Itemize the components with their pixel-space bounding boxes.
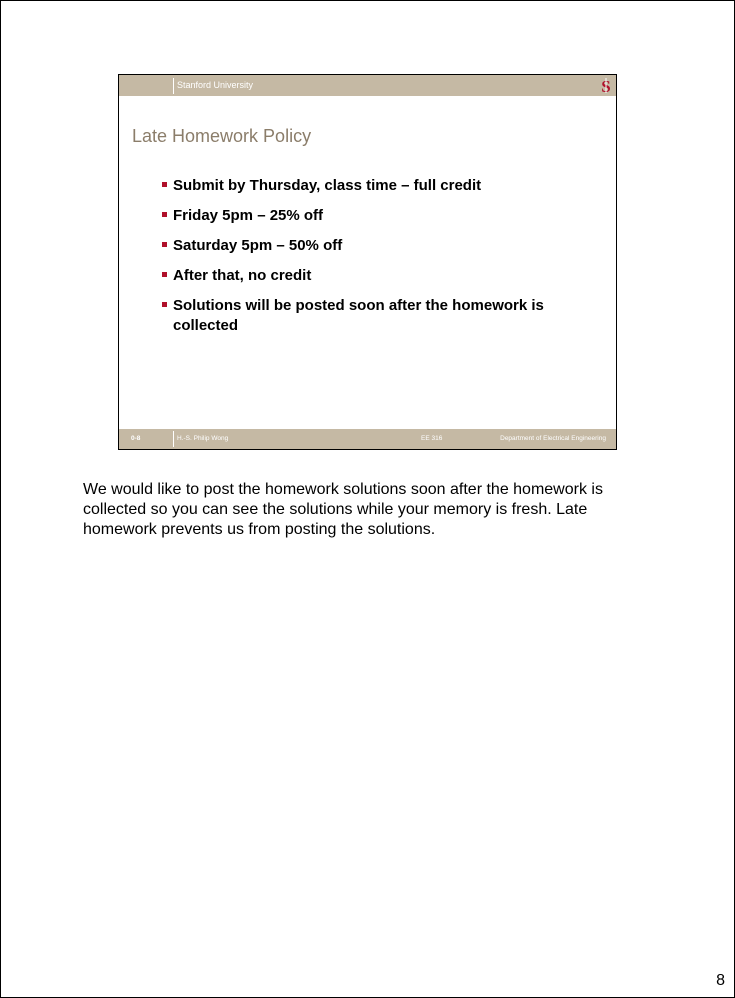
bullet-item xyxy=(162,236,573,256)
svg-text:S: S xyxy=(601,77,611,94)
bullet-text: Saturday 5pm – 50% off xyxy=(173,237,343,254)
footer-course: EE 316 xyxy=(421,435,443,442)
slide-title: Late Homework Policy xyxy=(132,126,312,146)
speaker-notes: We would like to post the homework solutions soon after the homework is collected so you can see the solutions while your memory is fresh. Late homework prevents us from posting the solutions. xyxy=(83,481,603,538)
footer-department: Department of Electrical Engineering xyxy=(500,435,606,442)
stanford-s-logo-icon xyxy=(599,77,613,94)
header-university: Stanford University xyxy=(177,80,254,90)
bullet-square-icon xyxy=(162,302,167,307)
bullet-item xyxy=(162,176,573,196)
bullet-text: Submit by Thursday, class time – full credit xyxy=(173,177,482,194)
bullet-list xyxy=(162,176,573,346)
bullet-text: Solutions will be posted soon after the homework is collected xyxy=(173,297,544,334)
bullet-text: Friday 5pm – 25% off xyxy=(173,207,324,224)
bullet-item xyxy=(162,296,573,336)
footer-author: H.-S. Philip Wong xyxy=(177,435,229,442)
footer-divider xyxy=(173,431,174,447)
bullet-square-icon xyxy=(162,272,167,277)
page-number: 8 xyxy=(716,972,725,989)
header-divider xyxy=(173,78,174,94)
bullet-square-icon xyxy=(162,212,167,217)
bullet-item xyxy=(162,266,573,286)
footer-slide-number: 0-8 xyxy=(131,435,141,442)
slide-header xyxy=(119,75,616,96)
bullet-square-icon xyxy=(162,242,167,247)
bullet-item xyxy=(162,206,573,226)
bullet-text: After that, no credit xyxy=(173,267,312,284)
bullet-square-icon xyxy=(162,182,167,187)
slide xyxy=(118,74,617,450)
slide-footer xyxy=(119,429,616,449)
